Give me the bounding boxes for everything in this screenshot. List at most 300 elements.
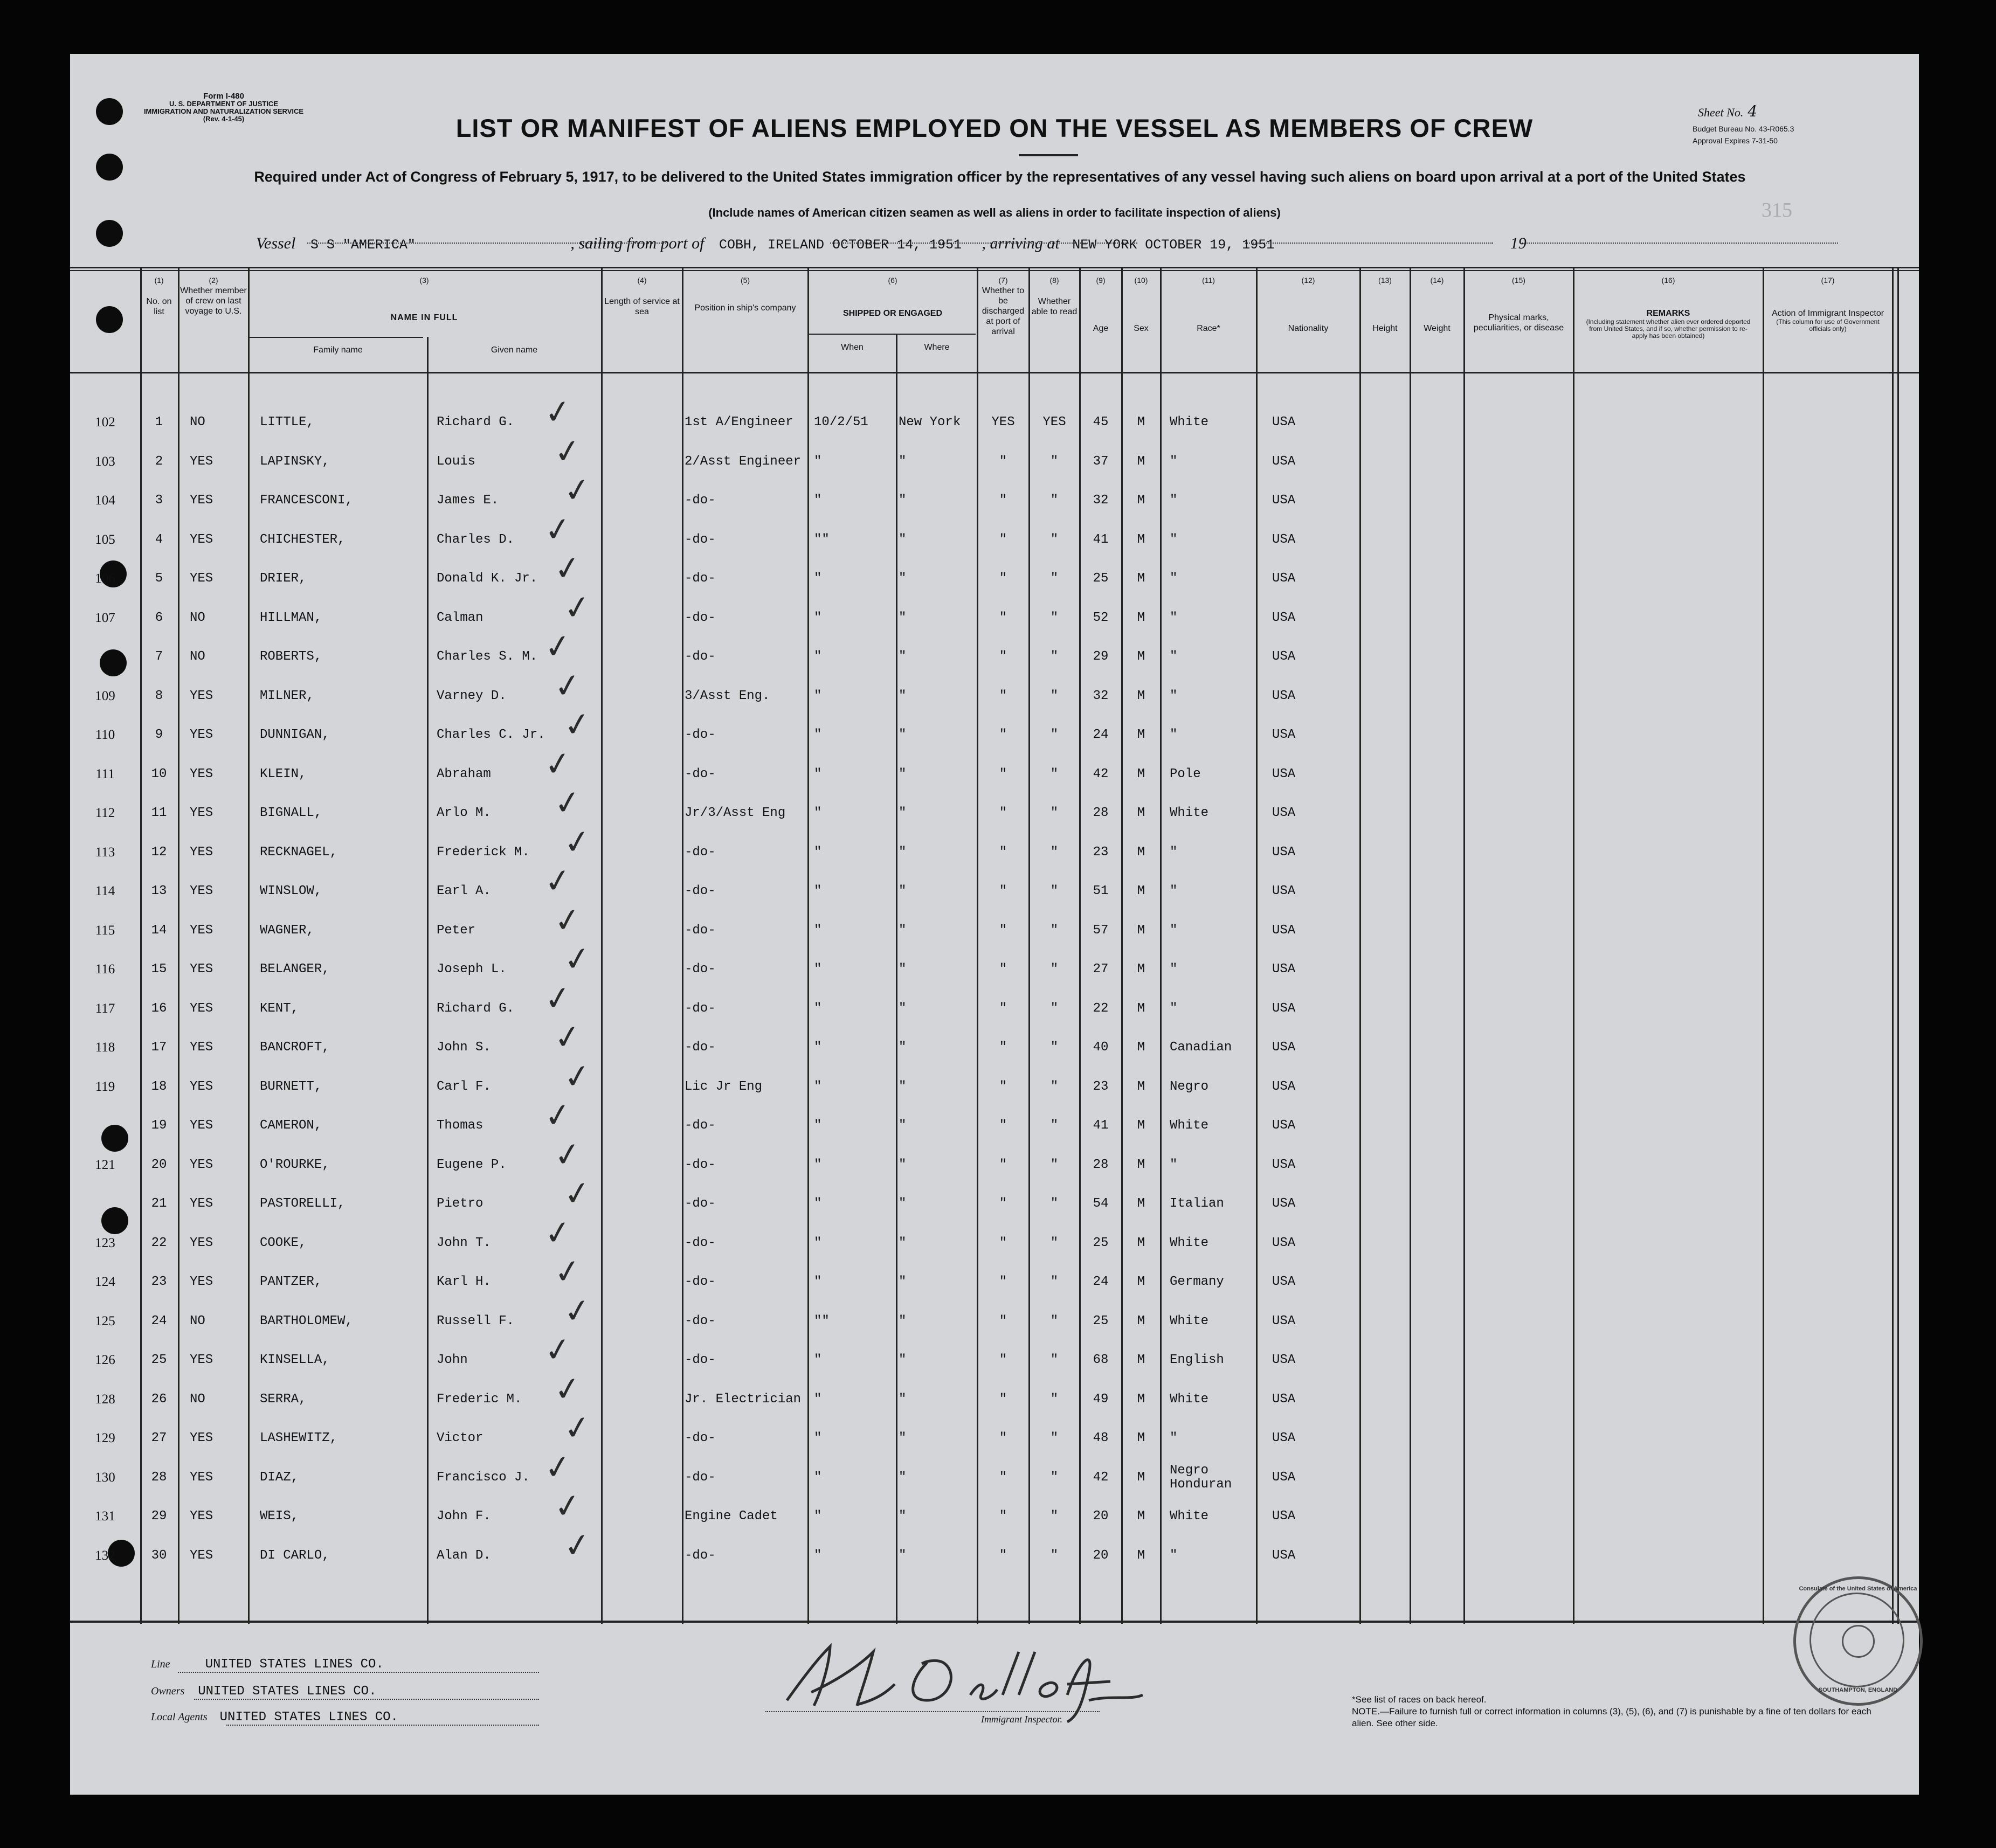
cell-nationality: USA xyxy=(1272,884,1296,898)
cell-discharged: " xyxy=(999,766,1007,781)
footer-line xyxy=(151,1657,384,1672)
cell-margin-number: 124 xyxy=(95,1275,115,1289)
cell-family-name: KINSELLA, xyxy=(260,1353,330,1367)
cell-row-number: 2 xyxy=(155,454,163,469)
check-mark-icon: ✓ xyxy=(561,469,593,511)
cell-able-to-read: " xyxy=(1050,766,1059,781)
cell-last-voyage: YES xyxy=(190,923,213,938)
cell-race: " xyxy=(1170,532,1178,547)
cell-able-to-read: " xyxy=(1050,1235,1059,1250)
cell-able-to-read: " xyxy=(1050,1313,1059,1328)
cell-row-number: 4 xyxy=(155,532,163,547)
cell-race: " xyxy=(1170,493,1178,508)
header-discharged: (7) Whether to be discharged at port of arrival xyxy=(982,276,1025,336)
cell-family-name: WEIS, xyxy=(260,1509,299,1524)
cell-discharged: " xyxy=(999,1196,1007,1211)
check-mark-icon: ✓ xyxy=(561,704,593,746)
owners-value: UNITED STATES LINES CO. xyxy=(198,1684,377,1699)
cell-sex: M xyxy=(1137,1313,1145,1328)
cell-sex: M xyxy=(1137,884,1145,898)
cell-able-to-read: " xyxy=(1050,649,1059,664)
cell-last-voyage: YES xyxy=(190,1040,213,1055)
cell-position: 1st A/Engineer xyxy=(685,415,793,430)
cell-race: White xyxy=(1170,1392,1209,1407)
cell-family-name: DUNNIGAN, xyxy=(260,728,330,742)
cell-position: -do- xyxy=(685,649,716,664)
cell-family-name: DIAZ, xyxy=(260,1470,299,1485)
cell-race: " xyxy=(1170,962,1178,977)
cell-given-name: Carl F. xyxy=(437,1079,491,1094)
cell-sex: M xyxy=(1137,1001,1145,1016)
check-mark-icon: ✓ xyxy=(542,978,574,1019)
cell-margin-number: 118 xyxy=(95,1040,115,1055)
arriving-label: , arriving at xyxy=(982,234,1060,252)
cell-age: 25 xyxy=(1093,571,1109,586)
name-subrule xyxy=(248,337,423,338)
cell-margin-number: 121 xyxy=(95,1157,115,1172)
cell-family-name: BELANGER, xyxy=(260,962,330,977)
cell-age: 40 xyxy=(1093,1040,1109,1055)
cell-last-voyage: NO xyxy=(190,649,205,664)
cell-given-name: Thomas xyxy=(437,1118,484,1133)
cell-able-to-read: " xyxy=(1050,1431,1059,1445)
cell-shipped-where: " xyxy=(899,728,907,742)
cell-shipped-where: " xyxy=(899,845,907,860)
cell-sex: M xyxy=(1137,728,1145,742)
cell-discharged: " xyxy=(999,1157,1007,1172)
cell-race: White xyxy=(1170,1509,1209,1524)
table-top-rule-inner xyxy=(70,270,1919,271)
cell-nationality: USA xyxy=(1272,766,1296,781)
cell-last-voyage: NO xyxy=(190,1392,205,1407)
cell-race: Canadian xyxy=(1170,1040,1232,1055)
cell-family-name: COOKE, xyxy=(260,1235,307,1250)
cell-margin-number: 119 xyxy=(95,1079,115,1094)
check-mark-icon: ✓ xyxy=(561,821,593,863)
cell-shipped-where: " xyxy=(899,1275,907,1289)
cell-last-voyage: YES xyxy=(190,1001,213,1016)
cell-shipped-when: " xyxy=(814,1118,822,1133)
cell-able-to-read: " xyxy=(1050,1157,1059,1172)
cell-age: 52 xyxy=(1093,610,1109,625)
cell-discharged: " xyxy=(999,1079,1007,1094)
cell-race: " xyxy=(1170,454,1178,469)
cell-margin-number: 109 xyxy=(95,688,115,703)
cell-race: " xyxy=(1170,571,1178,586)
cell-row-number: 13 xyxy=(151,884,167,898)
cell-last-voyage: YES xyxy=(190,1157,213,1172)
header-position: (5) Position in ship's company xyxy=(694,276,796,313)
cell-discharged: " xyxy=(999,1001,1007,1016)
cell-race: " xyxy=(1170,1157,1178,1172)
cell-margin-number: 117 xyxy=(95,1001,115,1016)
table-row xyxy=(70,821,1919,884)
table-row xyxy=(70,1056,1919,1118)
table-row xyxy=(70,938,1919,1001)
cell-shipped-where: " xyxy=(899,571,907,586)
cell-sex: M xyxy=(1137,1196,1145,1211)
cell-last-voyage: YES xyxy=(190,845,213,860)
cell-given-name: Russell F. xyxy=(437,1313,515,1328)
cell-shipped-when: " xyxy=(814,923,822,938)
cell-sex: M xyxy=(1137,1275,1145,1289)
cell-shipped-where: " xyxy=(899,1313,907,1328)
cell-discharged: " xyxy=(999,1235,1007,1250)
cell-nationality: USA xyxy=(1272,571,1296,586)
cell-age: 20 xyxy=(1093,1509,1109,1524)
cell-nationality: USA xyxy=(1272,1079,1296,1094)
check-mark-icon: ✓ xyxy=(551,1251,584,1293)
cell-margin-number: 111 xyxy=(95,766,115,781)
penalty-note: NOTE.—Failure to furnish full or correct information in columns (3), (5), (6), and (7) is punishable by a fine of ten dollars for each alien. See other side. xyxy=(1352,1706,1871,1728)
header-age: (9) Age xyxy=(1093,276,1109,333)
cell-shipped-where: " xyxy=(899,688,907,703)
check-mark-icon: ✓ xyxy=(561,1290,593,1332)
cell-able-to-read: " xyxy=(1050,962,1059,977)
table-row xyxy=(70,1485,1919,1548)
cell-sex: M xyxy=(1137,415,1145,430)
cell-race: " xyxy=(1170,688,1178,703)
cell-position: -do- xyxy=(685,845,716,860)
cell-shipped-where: " xyxy=(899,1235,907,1250)
cell-discharged: " xyxy=(999,493,1007,508)
agents-value: UNITED STATES LINES CO. xyxy=(219,1710,398,1725)
cell-last-voyage: YES xyxy=(190,688,213,703)
cell-shipped-when: " xyxy=(814,1001,822,1016)
cell-given-name: Victor xyxy=(437,1431,484,1445)
check-mark-icon: ✓ xyxy=(542,1095,574,1137)
shipped-subrule xyxy=(809,334,976,335)
line-underline xyxy=(178,1672,539,1673)
cell-row-number: 8 xyxy=(155,688,163,703)
footer-agents xyxy=(151,1710,398,1725)
table-row xyxy=(70,1368,1919,1431)
header-race: (11) Race* xyxy=(1197,276,1220,333)
check-mark-icon: ✓ xyxy=(551,431,584,472)
cell-sex: M xyxy=(1137,688,1145,703)
cell-position: Engine Cadet xyxy=(685,1509,778,1524)
cell-sex: M xyxy=(1137,962,1145,977)
cell-nationality: USA xyxy=(1272,649,1296,664)
cell-discharged: " xyxy=(999,845,1007,860)
cell-position: -do- xyxy=(685,1001,716,1016)
footer-owners xyxy=(151,1684,377,1699)
cell-given-name: Earl A. xyxy=(437,884,491,898)
cell-age: 41 xyxy=(1093,532,1109,547)
cell-row-number: 26 xyxy=(151,1392,167,1407)
cell-able-to-read: YES xyxy=(1042,415,1066,430)
cell-nationality: USA xyxy=(1272,1040,1296,1055)
form-number: Form I-480 xyxy=(203,92,244,101)
cell-margin-number: 103 xyxy=(95,454,115,469)
cell-able-to-read: " xyxy=(1050,1001,1059,1016)
cell-sex: M xyxy=(1137,1040,1145,1055)
cell-discharged: " xyxy=(999,1275,1007,1289)
page-title: LIST OR MANIFEST OF ALIENS EMPLOYED ON THE VESSEL AS MEMBERS OF CREW xyxy=(455,114,1534,142)
cell-shipped-where: " xyxy=(899,1157,907,1172)
cell-shipped-when: " xyxy=(814,1275,822,1289)
arriving-port: NEW YORK OCTOBER 19, 1951 xyxy=(1072,237,1275,253)
cell-shipped-where: " xyxy=(899,610,907,625)
cell-row-number: 7 xyxy=(155,649,163,664)
cell-row-number: 22 xyxy=(151,1235,167,1250)
cell-family-name: BURNETT, xyxy=(260,1079,322,1094)
table-row xyxy=(70,626,1919,688)
table-row xyxy=(70,978,1919,1040)
cell-row-number: 28 xyxy=(151,1470,167,1485)
cell-sex: M xyxy=(1137,571,1145,586)
cell-sex: M xyxy=(1137,649,1145,664)
vessel-name: S S "AMERICA" xyxy=(310,237,416,253)
cell-margin-number: 129 xyxy=(95,1431,115,1445)
cell-given-name: Eugene P. xyxy=(437,1157,507,1172)
table-row xyxy=(70,1095,1919,1157)
cell-age: 42 xyxy=(1093,1470,1109,1485)
cell-position: -do- xyxy=(685,571,716,586)
cell-given-name: Charles D. xyxy=(437,532,515,547)
cell-position: -do- xyxy=(685,1118,716,1133)
cell-sex: M xyxy=(1137,1235,1145,1250)
cell-last-voyage: YES xyxy=(190,1118,213,1133)
cell-family-name: KLEIN, xyxy=(260,766,307,781)
cell-row-number: 14 xyxy=(151,923,167,938)
cell-last-voyage: YES xyxy=(190,571,213,586)
cell-discharged: " xyxy=(999,454,1007,469)
cell-family-name: O'ROURKE, xyxy=(260,1157,330,1172)
cell-position: -do- xyxy=(685,1235,716,1250)
cell-given-name: Charles C. Jr. xyxy=(437,728,545,742)
header-name-in-full: (3) NAME IN FULL xyxy=(390,276,458,322)
cell-able-to-read: " xyxy=(1050,493,1059,508)
page-subtitle: Required under Act of Congress of February 5, 1917, to be delivered to the United States immigration officer by the representatives of any vessel having such aliens on board upon arrival at a port of the United States xyxy=(254,169,1746,185)
cell-age: 57 xyxy=(1093,923,1109,938)
cell-shipped-when: " xyxy=(814,1548,822,1563)
cell-given-name: Arlo M. xyxy=(437,806,491,820)
cell-sex: M xyxy=(1137,1392,1145,1407)
sheet-number-label: Sheet No. xyxy=(1698,106,1744,119)
cell-last-voyage: YES xyxy=(190,493,213,508)
cell-shipped-where: " xyxy=(899,1118,907,1133)
cell-age: 25 xyxy=(1093,1235,1109,1250)
manifest-sheet xyxy=(70,54,1919,1795)
punch-hole xyxy=(96,220,123,247)
cell-given-name: Varney D. xyxy=(437,688,507,703)
cell-given-name: Francisco J. xyxy=(437,1470,530,1485)
cell-family-name: ROBERTS, xyxy=(260,649,322,664)
cell-margin-number: 128 xyxy=(95,1392,115,1407)
cell-position: -do- xyxy=(685,1196,716,1211)
cell-family-name: RECKNAGEL, xyxy=(260,845,338,860)
cell-nationality: USA xyxy=(1272,1313,1296,1328)
header-nationality: (12) Nationality xyxy=(1288,276,1329,333)
cell-race: " xyxy=(1170,884,1178,898)
cell-race: " xyxy=(1170,923,1178,938)
check-mark-icon: ✓ xyxy=(551,1134,584,1175)
cell-margin-number: 112 xyxy=(95,806,115,820)
cell-last-voyage: YES xyxy=(190,728,213,742)
cell-discharged: YES xyxy=(991,415,1015,430)
cell-able-to-read: " xyxy=(1050,923,1059,938)
cell-shipped-when: " xyxy=(814,1196,822,1211)
cell-position: Jr. Electrician xyxy=(685,1392,802,1407)
cell-nationality: USA xyxy=(1272,728,1296,742)
table-row xyxy=(70,1525,1919,1587)
cell-margin-number: 115 xyxy=(95,923,115,938)
table-row xyxy=(70,1329,1919,1392)
cell-race: White xyxy=(1170,1235,1209,1250)
cell-last-voyage: NO xyxy=(190,610,205,625)
cell-family-name: DI CARLO, xyxy=(260,1548,330,1563)
approval-expires: Approval Expires 7-31-50 xyxy=(1693,136,1778,145)
cell-shipped-where: " xyxy=(899,1040,907,1055)
inspector-signature xyxy=(765,1641,1154,1727)
cell-row-number: 15 xyxy=(151,962,167,977)
cell-row-number: 12 xyxy=(151,845,167,860)
cell-able-to-read: " xyxy=(1050,1118,1059,1133)
cell-discharged: " xyxy=(999,962,1007,977)
footnotes xyxy=(1352,1694,1891,1729)
cell-given-name: Alan D. xyxy=(437,1548,491,1563)
check-mark-icon: ✓ xyxy=(542,391,574,433)
header-last-voyage: (2) Whether member of crew on last voyage to U.S. xyxy=(180,276,247,316)
cell-discharged: " xyxy=(999,1313,1007,1328)
check-mark-icon: ✓ xyxy=(551,1485,584,1527)
table-row xyxy=(70,548,1919,610)
cell-last-voyage: YES xyxy=(190,962,213,977)
cell-age: 24 xyxy=(1093,728,1109,742)
cell-position: 2/Asst Engineer xyxy=(685,454,802,469)
table-row xyxy=(70,704,1919,766)
table-row xyxy=(70,782,1919,845)
cell-nationality: USA xyxy=(1272,1353,1296,1367)
cell-margin-number: 125 xyxy=(95,1313,115,1328)
cell-given-name: Peter xyxy=(437,923,476,938)
table-bottom-rule xyxy=(70,1621,1919,1623)
header-remarks: (16) REMARKS (Including statement whether alien ever ordered deported from United States, and if so, whether permission to re-apply has been obtained) xyxy=(1586,276,1751,340)
cell-row-number: 1 xyxy=(155,415,163,430)
cell-nationality: USA xyxy=(1272,688,1296,703)
check-mark-icon: ✓ xyxy=(561,1173,593,1215)
cell-shipped-when: " xyxy=(814,688,822,703)
cell-able-to-read: " xyxy=(1050,571,1059,586)
cell-position: -do- xyxy=(685,1313,716,1328)
cell-position: -do- xyxy=(685,728,716,742)
cell-last-voyage: YES xyxy=(190,1548,213,1563)
cell-margin-number: 130 xyxy=(95,1470,115,1485)
cell-race: Pole xyxy=(1170,766,1201,781)
table-row xyxy=(70,1446,1919,1509)
cell-shipped-where: " xyxy=(899,493,907,508)
cell-position: 3/Asst Eng. xyxy=(685,688,770,703)
cell-shipped-where: " xyxy=(899,649,907,664)
check-mark-icon: ✓ xyxy=(561,1525,593,1566)
cell-age: 29 xyxy=(1093,649,1109,664)
cell-age: 45 xyxy=(1093,415,1109,430)
check-mark-icon: ✓ xyxy=(561,1407,593,1449)
cell-row-number: 23 xyxy=(151,1275,167,1289)
cell-race: " xyxy=(1170,845,1178,860)
cell-margin-number: 105 xyxy=(95,532,115,547)
check-mark-icon: ✓ xyxy=(542,743,574,785)
cell-age: 49 xyxy=(1093,1392,1109,1407)
seal-bottom-text: SOUTHAMPTON, ENGLAND xyxy=(1818,1687,1898,1693)
cell-given-name: Pietro xyxy=(437,1196,484,1211)
cell-race: " xyxy=(1170,1001,1178,1016)
cell-family-name: PANTZER, xyxy=(260,1275,322,1289)
cell-last-voyage: YES xyxy=(190,1509,213,1524)
cell-race: Negro Honduran xyxy=(1170,1463,1232,1492)
cell-race: " xyxy=(1170,610,1178,625)
form-department: U. S. DEPARTMENT OF JUSTICE xyxy=(169,100,278,108)
cell-family-name: BIGNALL, xyxy=(260,806,322,820)
cell-shipped-where: " xyxy=(899,1509,907,1524)
cell-last-voyage: YES xyxy=(190,1470,213,1485)
cell-sex: M xyxy=(1137,493,1145,508)
cell-race: White xyxy=(1170,1118,1209,1133)
check-mark-icon: ✓ xyxy=(551,899,584,941)
cell-row-number: 30 xyxy=(151,1548,167,1563)
cell-family-name: WINSLOW, xyxy=(260,884,322,898)
cell-position: Jr/3/Asst Eng xyxy=(685,806,786,820)
cell-race: " xyxy=(1170,1548,1178,1563)
cell-nationality: USA xyxy=(1272,1275,1296,1289)
title-divider xyxy=(1019,154,1078,156)
eagle-emblem-icon xyxy=(1842,1625,1875,1658)
cell-margin-number: 104 xyxy=(95,493,115,508)
header-when: When xyxy=(841,343,864,352)
cell-sex: M xyxy=(1137,845,1145,860)
cell-family-name: BANCROFT, xyxy=(260,1040,330,1055)
cell-position: -do- xyxy=(685,1548,716,1563)
cell-row-number: 5 xyxy=(155,571,163,586)
table-top-rule xyxy=(70,267,1919,268)
cell-sex: M xyxy=(1137,1431,1145,1445)
cell-given-name: John F. xyxy=(437,1509,491,1524)
cell-able-to-read: " xyxy=(1050,806,1059,820)
cell-last-voyage: YES xyxy=(190,1235,213,1250)
cell-age: 48 xyxy=(1093,1431,1109,1445)
cell-shipped-where: " xyxy=(899,766,907,781)
header-weight: (14) Weight xyxy=(1424,276,1451,333)
table-row xyxy=(70,1173,1919,1235)
cell-nationality: USA xyxy=(1272,1470,1296,1485)
cell-row-number: 16 xyxy=(151,1001,167,1016)
cell-margin-number: 106 xyxy=(95,571,115,586)
check-mark-icon: ✓ xyxy=(542,509,574,550)
table-row xyxy=(70,860,1919,923)
cell-sex: M xyxy=(1137,1548,1145,1563)
cell-margin-number: 132 xyxy=(95,1548,115,1563)
cell-sex: M xyxy=(1137,610,1145,625)
cell-nationality: USA xyxy=(1272,962,1296,977)
cell-nationality: USA xyxy=(1272,1118,1296,1133)
sheet-number-value: 4 xyxy=(1748,102,1758,120)
cell-able-to-read: " xyxy=(1050,1392,1059,1407)
sailing-port: COBH, IRELAND OCTOBER 14, 1951 xyxy=(719,237,962,253)
cell-family-name: LITTLE, xyxy=(260,415,314,430)
cell-age: 22 xyxy=(1093,1001,1109,1016)
line-value: UNITED STATES LINES CO. xyxy=(205,1657,384,1672)
cell-able-to-read: " xyxy=(1050,1548,1059,1563)
agents-label: Local Agents xyxy=(151,1711,208,1723)
cell-row-number: 19 xyxy=(151,1118,167,1133)
cell-row-number: 29 xyxy=(151,1509,167,1524)
table-row xyxy=(70,391,1919,454)
cell-able-to-read: " xyxy=(1050,1079,1059,1094)
sailing-label: , sailing from port of xyxy=(570,234,705,252)
cell-shipped-where: " xyxy=(899,1548,907,1563)
cell-given-name: Richard G. xyxy=(437,415,515,430)
